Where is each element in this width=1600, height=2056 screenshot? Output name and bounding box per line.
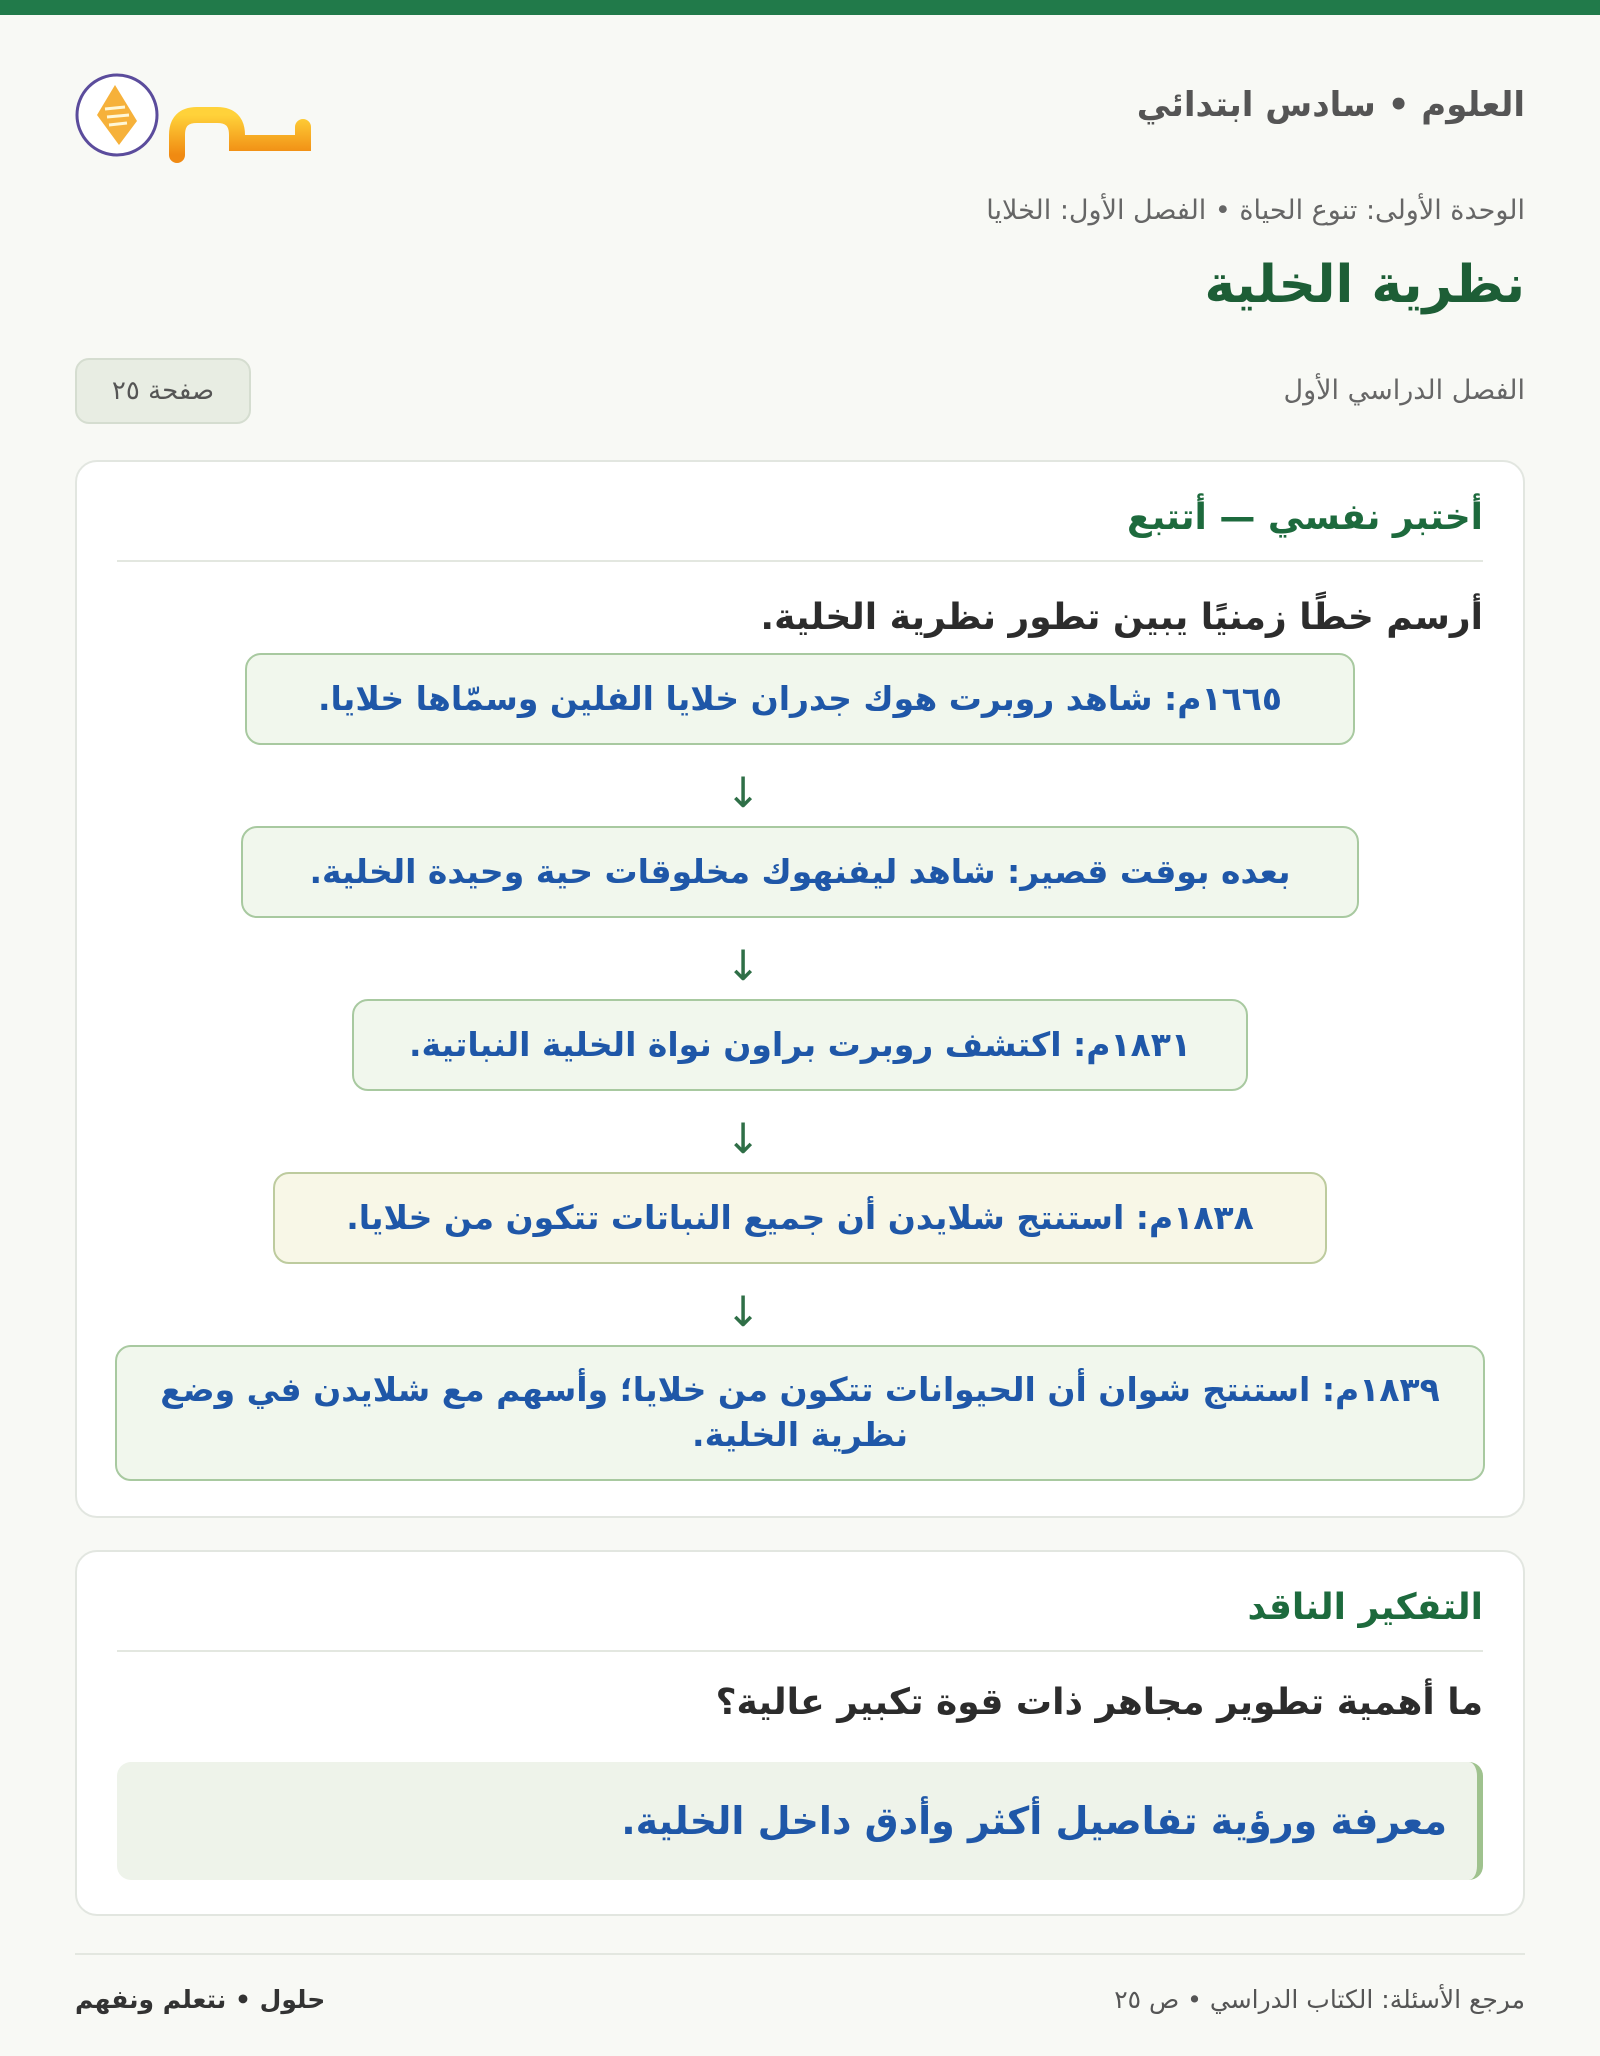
- footer-divider: [75, 1953, 1525, 1955]
- timeline-step: ١٨٣٨م: استنتج شلايدن أن جميع النباتات تتكون من خلايا.: [273, 1172, 1327, 1264]
- footer-brand[interactable]: حلول • نتعلم ونفهم: [75, 1985, 326, 2014]
- timeline-step: ١٨٣١م: اكتشف روبرت براون نواة الخلية النباتية.: [352, 999, 1248, 1091]
- timeline-step: ١٦٦٥م: شاهد روبرت هوك جدران خلايا الفلين وسمّاها خلايا.: [245, 653, 1355, 745]
- timeline-step: ١٨٣٩م: استنتج شوان أن الحيوانات تتكون من خلايا؛ وأسهم مع شلايدن في وضع نظرية الخلية.: [115, 1345, 1485, 1481]
- semester-label: الفصل الدراسي الأول: [1283, 375, 1525, 406]
- card-title: أختبر نفسي — أتتبع: [1127, 497, 1483, 538]
- divider: [117, 1650, 1483, 1652]
- down-arrow-icon: ↓: [725, 768, 761, 817]
- down-arrow-icon: ↓: [725, 1114, 761, 1163]
- subject-grade: العلوم • سادس ابتدائي: [1136, 85, 1525, 125]
- critical-thinking-card: [75, 1550, 1525, 1916]
- timeline-step: بعده بوقت قصير: شاهد ليفنهوك مخلوقات حية وحيدة الخلية.: [241, 826, 1359, 918]
- card-title: التفكير الناقد: [1247, 1587, 1483, 1628]
- page-title: نظرية الخلية: [1204, 255, 1525, 315]
- logo-icon: [75, 55, 335, 175]
- page-number-badge: صفحة ٢٥: [75, 358, 251, 424]
- top-accent-bar: [0, 0, 1600, 15]
- down-arrow-icon: ↓: [725, 941, 761, 990]
- divider: [117, 560, 1483, 562]
- question-text: ما أهمية تطوير مجاهر ذات قوة تكبير عالية؟: [715, 1682, 1483, 1723]
- unit-breadcrumb: الوحدة الأولى: تنوع الحياة • الفصل الأول: الخلايا: [986, 195, 1525, 226]
- page-header: [75, 55, 1525, 175]
- question-text: أرسم خطًا زمنيًا يبين تطور نظرية الخلية.: [760, 597, 1483, 638]
- answer-box: معرفة ورؤية تفاصيل أكثر وأدق داخل الخلية.: [117, 1762, 1483, 1880]
- footer-reference: مرجع الأسئلة: الكتاب الدراسي • ص ٢٥: [1114, 1985, 1525, 2014]
- site-logo[interactable]: [75, 55, 335, 175]
- down-arrow-icon: ↓: [725, 1287, 761, 1336]
